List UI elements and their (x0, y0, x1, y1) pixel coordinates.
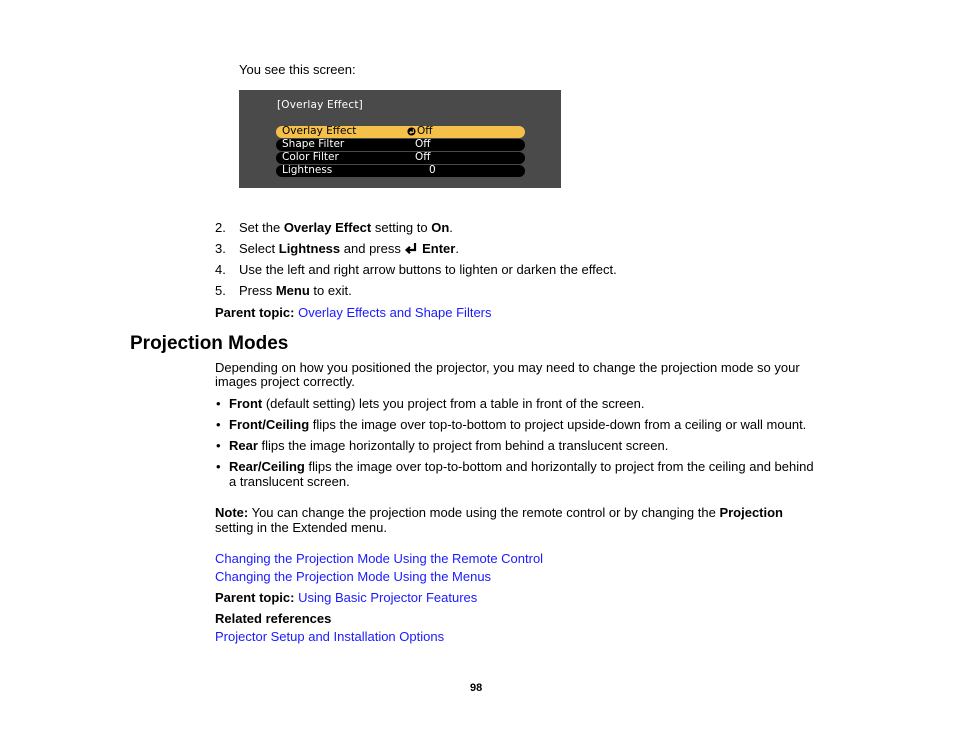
intro-text: You see this screen: (239, 62, 356, 77)
bullet-item (229, 438, 668, 453)
step-bold: Lightness (278, 241, 341, 256)
step-text-part: Set the (239, 220, 284, 235)
bullet-text: flips the image over top-to-bottom and horizontally to project from the ceiling and behind (304, 459, 814, 474)
osd-row-value: Off (417, 125, 433, 137)
osd-row-label: Lightness (282, 164, 333, 176)
topic-link-row (215, 551, 543, 566)
note-label: Note: (215, 505, 249, 520)
step-text-part: Select (239, 241, 279, 256)
bullet-dot: • (216, 396, 221, 411)
topic-link-row (215, 569, 491, 584)
step-text-part: . (455, 241, 459, 256)
note-line-2: setting in the Extended menu. (215, 520, 388, 535)
bullet-dot: • (216, 459, 221, 474)
parent-topic-link[interactable]: Using Basic Projector Features (298, 590, 478, 605)
step-text-part: Press (239, 283, 276, 298)
step-number: 2. (215, 220, 226, 235)
step-text-part: to exit. (309, 283, 352, 298)
parent-topic (215, 305, 492, 320)
osd-title: [Overlay Effect] (277, 99, 363, 111)
step-bold: Overlay Effect (283, 220, 372, 235)
related-link-row (215, 629, 444, 644)
bullet-text-continued: a translucent screen. (229, 474, 350, 489)
step-bold: Menu (275, 283, 310, 298)
description-line: Depending on how you positioned the projector, you may need to change the projection mode so your (215, 360, 800, 375)
bullet-dot: • (216, 417, 221, 432)
link-menus[interactable]: Changing the Projection Mode Using the Menus (215, 569, 492, 584)
step-text: Use the left and right arrow buttons to lighten or darken the effect. (239, 262, 617, 277)
bullet-term: Front/Ceiling (229, 417, 310, 432)
parent-topic-label: Parent topic: (215, 590, 295, 605)
parent-topic (215, 590, 477, 605)
step-item (215, 220, 226, 235)
step-item (215, 283, 226, 298)
step-item (215, 241, 226, 256)
parent-topic-label: Parent topic: (215, 305, 295, 320)
description-line: images project correctly. (215, 374, 355, 389)
step-number: 4. (215, 262, 226, 277)
step-text (239, 283, 352, 298)
osd-row-value: 0 (429, 164, 436, 176)
enter-icon (404, 242, 418, 255)
bullet-dot: • (216, 438, 221, 453)
overlay-effect-menu-screenshot (239, 90, 561, 188)
step-text-part: . (449, 220, 453, 235)
step-item (215, 262, 226, 277)
bullet-item (229, 459, 814, 474)
link-remote-control[interactable]: Changing the Projection Mode Using the Remote Control (215, 551, 544, 566)
bullet-text: (default setting) lets you project from a table in front of the screen. (262, 396, 645, 411)
note-text: You can change the projection mode using the remote control or by changing the (248, 505, 720, 520)
note-bold: Projection (719, 505, 784, 520)
osd-row-shape-filter (276, 139, 525, 151)
related-link[interactable]: Projector Setup and Installation Options (215, 629, 445, 644)
step-text (239, 241, 459, 256)
step-number: 3. (215, 241, 226, 256)
bullet-item (229, 417, 806, 432)
step-text (239, 220, 453, 235)
bullet-text: flips the image horizontally to project from behind a translucent screen. (257, 438, 669, 453)
bullet-term: Rear/Ceiling (229, 459, 305, 474)
bullet-term: Front (229, 396, 263, 411)
osd-row-lightness (276, 165, 525, 177)
osd-row-overlay-effect (276, 126, 525, 138)
step-bold: Enter (422, 241, 456, 256)
parent-topic-link[interactable]: Overlay Effects and Shape Filters (298, 305, 492, 320)
osd-row-label: Color Filter (282, 151, 339, 163)
enter-icon (407, 127, 416, 136)
osd-row-label: Shape Filter (282, 138, 345, 150)
step-text-part: setting to (371, 220, 432, 235)
bullet-text: flips the image over top-to-bottom to project upside-down from a ceiling or wall mount. (309, 417, 807, 432)
related-heading: Related references (215, 611, 332, 626)
step-bold: On (431, 220, 450, 235)
osd-row-color-filter (276, 152, 525, 164)
bullet-term: Rear (229, 438, 258, 453)
note (215, 505, 783, 520)
bullet-item (229, 396, 644, 411)
osd-row-value: Off (415, 138, 431, 150)
step-number: 5. (215, 283, 226, 298)
osd-row-value: Off (415, 151, 431, 163)
osd-row-label: Overlay Effect (282, 125, 357, 137)
page-number: 98 (470, 682, 483, 694)
step-text-part: and press (340, 241, 405, 256)
section-title: Projection Modes (130, 333, 289, 354)
